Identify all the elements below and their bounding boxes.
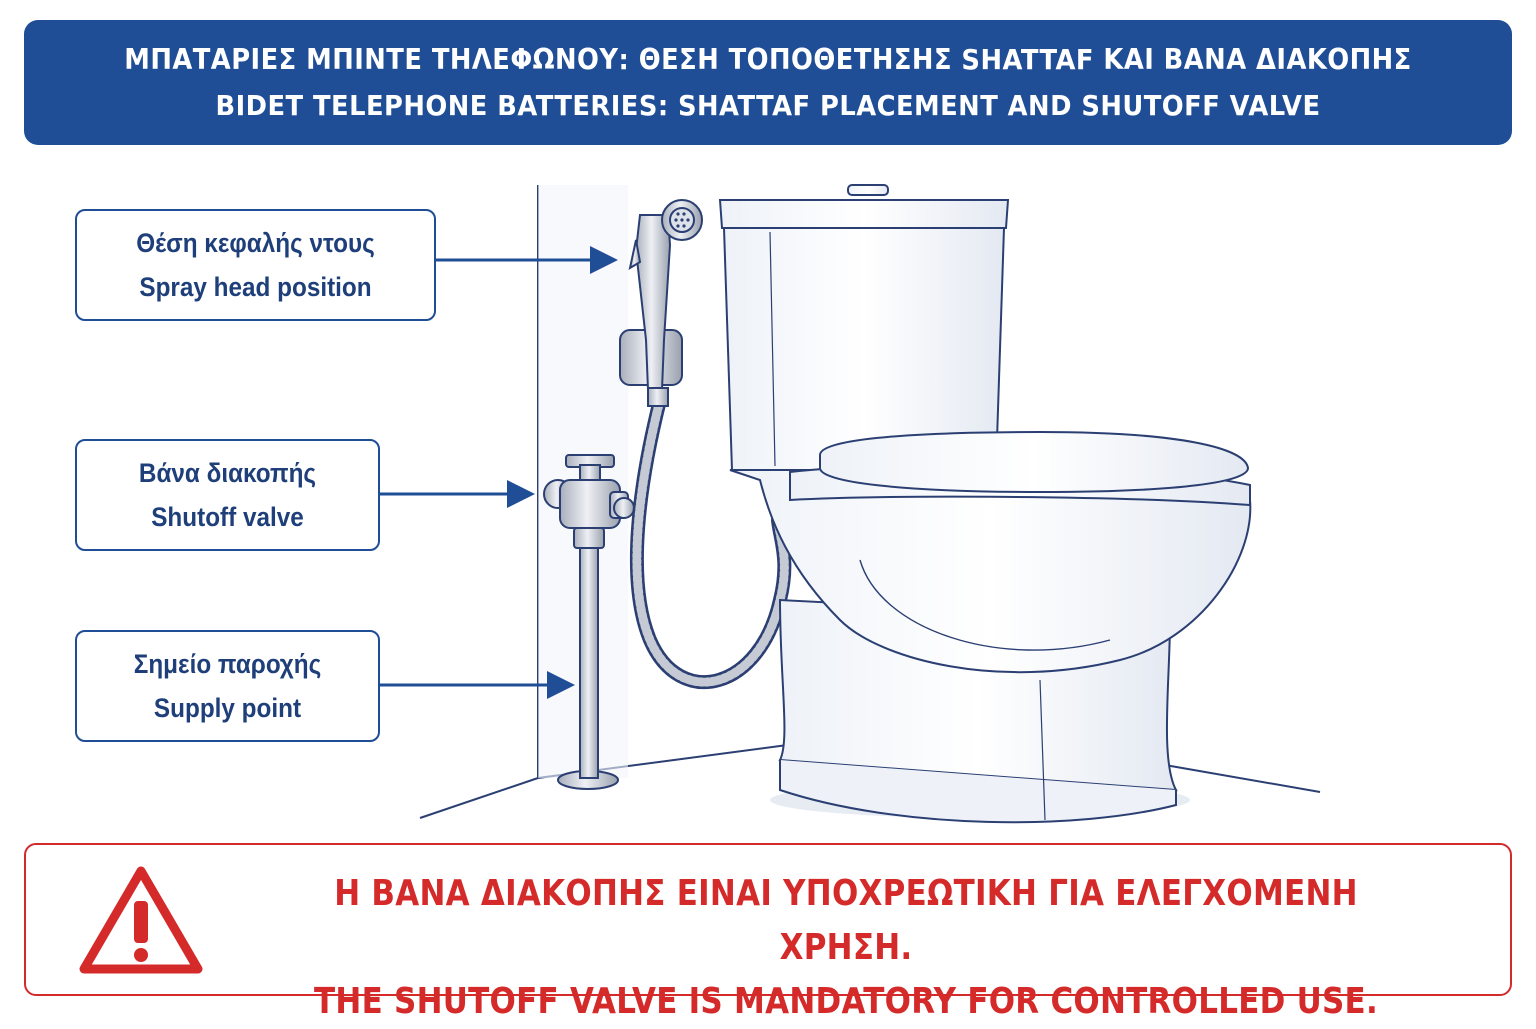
label-spray-head-english: Spray head position: [139, 272, 372, 302]
toilet-graphic: [720, 185, 1250, 822]
label-shutoff-valve-english: Shutoff valve: [151, 502, 304, 532]
label-spray-head-greek: Θέση κεφαλής ντους: [136, 228, 375, 258]
label-supply-point: [75, 630, 380, 742]
warning-text-greek: Η ΒΑΝΑ ΔΙΑΚΟΠΗΣ ΕΙΝΑΙ ΥΠΟΧΡΕΩΤΙΚΗ ΓΙΑ ΕΛΕΓΧΟΜΕΝΗ ΧΡΗΣΗ.: [334, 873, 1358, 968]
warning-text: [206, 867, 1486, 1029]
warning-box: [24, 843, 1512, 1022]
warning-text-english: THE SHUTOFF VALVE IS MANDATORY FOR CONTROLLED USE.: [314, 981, 1378, 1022]
title-greek: ΜΠΑΤΑΡΙΕΣ ΜΠΙΝΤΕ ΤΗΛΕΦΩΝΟΥ: ΘΕΣΗ ΤΟΠΟΘΕΤΗΣΗΣ SHATTAF ΚΑΙ ΒΑΝΑ ΔΙΑΚΟΠΗΣ: [124, 42, 1412, 76]
label-supply-point-english: Supply point: [153, 693, 302, 723]
warning-triangle-icon: [76, 863, 206, 978]
label-shutoff-valve: [75, 439, 380, 551]
label-shutoff-valve-greek: Βάνα διακοπής: [138, 458, 317, 488]
title-banner: [24, 20, 1512, 145]
label-supply-point-greek: Σημείο παροχής: [133, 649, 322, 679]
title-english: BIDET TELEPHONE BATTERIES: SHATTAF PLACEMENT AND SHUTOFF VALVE: [215, 88, 1321, 122]
label-spray-head-position: [75, 209, 436, 321]
